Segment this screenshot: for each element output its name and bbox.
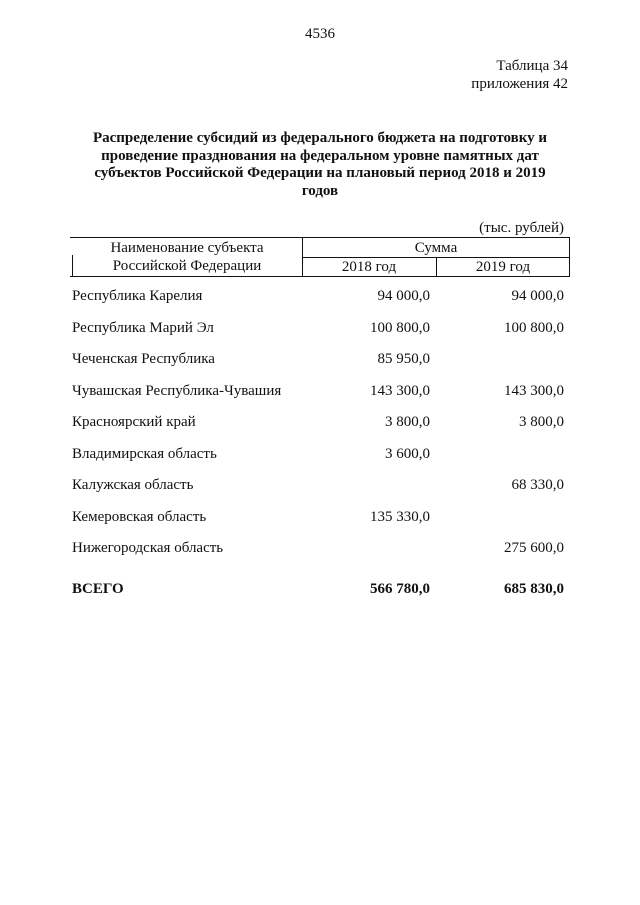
- value-2019: 68 330,0: [511, 477, 564, 493]
- header-sum: Сумма: [414, 240, 458, 256]
- title-line-4: годов: [301, 182, 339, 199]
- region-name: Республика Марий Эл: [72, 319, 214, 336]
- region-name: Чувашская Республика-Чувашия: [72, 382, 282, 399]
- total-row: [72, 581, 570, 601]
- value-2018: 135 330,0: [370, 508, 430, 525]
- region-name: Нижегородская область: [72, 540, 224, 556]
- header-top-border: [70, 237, 570, 238]
- value-2018: 3 600,0: [385, 445, 430, 462]
- table-reference-line-1: Таблица 34: [496, 58, 568, 74]
- total-2018: 566 780,0: [370, 581, 430, 597]
- title-line-3: субъектов Российской Федерации на плановый период 2018 и 2019: [94, 165, 546, 181]
- title-line-2: проведение празднования на федеральном уровне памятных дат: [101, 147, 539, 164]
- table-row: [72, 320, 570, 340]
- region-name: Калужская область: [72, 477, 194, 493]
- value-2019: 275 600,0: [504, 540, 564, 556]
- table-row: [72, 383, 570, 403]
- table-row: [72, 351, 570, 371]
- region-name: Владимирская область: [72, 445, 217, 462]
- table-reference: [471, 57, 568, 93]
- value-2018: 94 000,0: [377, 288, 430, 304]
- title-line-1: Распределение субсидий из федерального бюджета на подготовку и: [92, 130, 548, 146]
- header-year-2019: 2019 год: [475, 259, 531, 275]
- value-2018: 3 800,0: [385, 414, 430, 430]
- table-row: [72, 477, 570, 497]
- value-2018: 100 800,0: [370, 319, 430, 336]
- table-row: [72, 540, 570, 560]
- value-2019: 143 300,0: [504, 382, 564, 399]
- table-row: [72, 288, 570, 308]
- header-name-column: [72, 239, 302, 275]
- header-year-2018: 2018 год: [341, 259, 397, 275]
- header-name-line-1: Наименование субъекта: [110, 240, 264, 256]
- table-header: [70, 237, 570, 277]
- value-2018: 143 300,0: [370, 382, 430, 399]
- value-2019: 3 800,0: [519, 414, 564, 430]
- table-row: [72, 446, 570, 466]
- page-number: 4536: [305, 26, 335, 42]
- region-name: Кемеровская область: [72, 508, 207, 525]
- region-name: Чеченская Республика: [72, 351, 215, 367]
- value-2019: 94 000,0: [511, 288, 564, 304]
- table-row: [72, 509, 570, 529]
- document-title: [70, 130, 570, 200]
- value-2019: 100 800,0: [504, 319, 564, 336]
- value-2018: 85 950,0: [377, 351, 430, 367]
- total-label: ВСЕГО: [72, 581, 124, 597]
- region-name: Республика Карелия: [72, 288, 203, 304]
- total-2019: 685 830,0: [504, 581, 564, 597]
- header-name-line-2: Российской Федерации: [112, 258, 262, 274]
- region-name: Красноярский край: [72, 414, 196, 430]
- table-reference-line-2: приложения 42: [471, 76, 568, 92]
- header-bottom-border: [70, 276, 570, 277]
- unit-note: (тыс. рублей): [479, 220, 564, 236]
- table-row: [72, 414, 570, 434]
